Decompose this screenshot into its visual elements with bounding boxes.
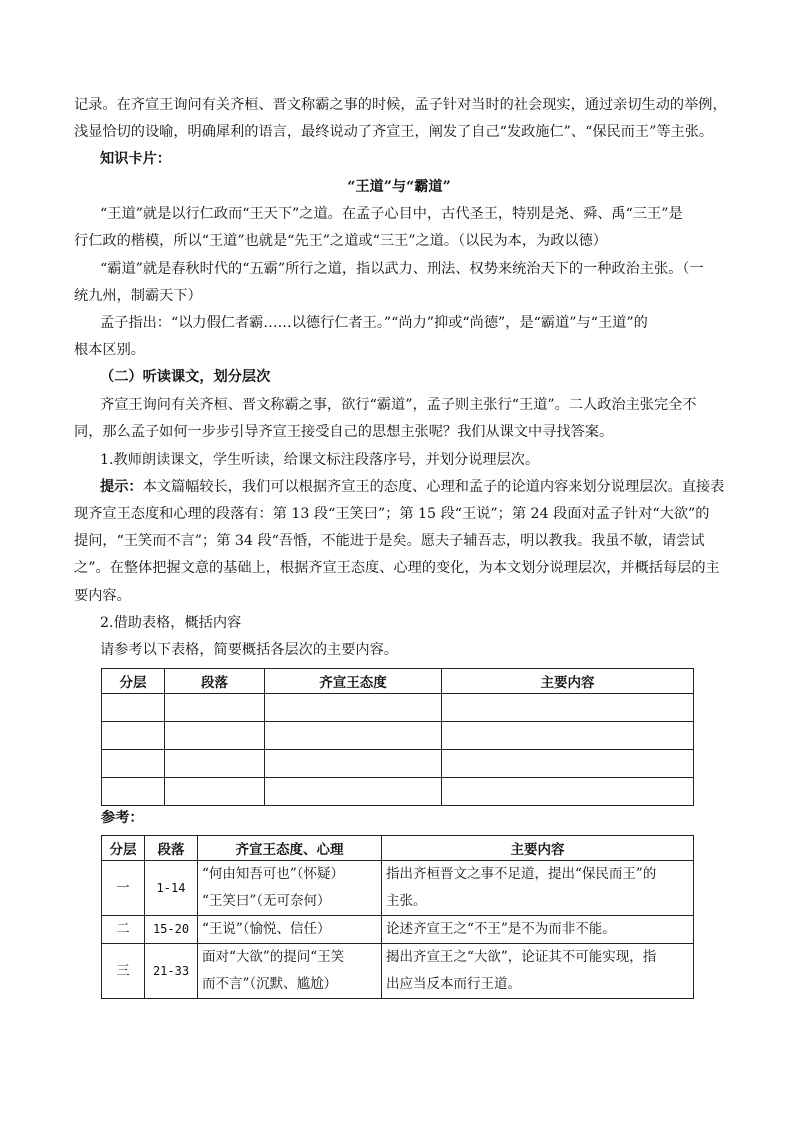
attitude-cell: [198, 916, 382, 944]
task-2-desc: 请参考以下表格，简要概括各层次的主要内容。: [100, 642, 398, 658]
header-attitude: 齐宣王态度: [265, 669, 442, 694]
hint-line-3: 提问，“王笑而不言”；第 34 段“吾惛，不能进于是矣。愿夫子辅吾志，明以教我。我虽不敏，请尝试: [74, 533, 705, 549]
table-header-row: [102, 836, 694, 861]
attitude-line: 面对“大欲”的提问“王笑: [202, 949, 345, 965]
header-content: 主要内容: [442, 669, 694, 694]
task-2: 2.借助表格，概括内容: [100, 615, 242, 631]
attitude-line: “王说”（愉悦、信任）: [202, 921, 331, 937]
paragraph-cell: 15-20: [145, 916, 198, 944]
reference-table: [101, 835, 694, 999]
content-line: 揭出齐宣王之“大欲”，论证其不可能实现，指: [386, 949, 657, 965]
section-heading: （二）听读课文，划分层次: [100, 369, 271, 385]
table-cell[interactable]: [442, 750, 694, 778]
hint-line-2: 现齐宣王态度和心理的段落有：第 13 段“王笑曰”；第 15 段“王说”；第 24 段面对孟子针对“大欲”的: [74, 506, 710, 522]
table-row: [102, 722, 694, 750]
attitude-cell: [198, 944, 382, 999]
table-cell[interactable]: [102, 750, 165, 778]
table-cell[interactable]: [442, 778, 694, 806]
hint-line-5: 要内容。: [74, 588, 131, 604]
wangdao-line-2: 行仁政的楷模，所以“王道”也就是“先王”之道或“三王”之道。（以民为本，为政以德）: [74, 233, 607, 249]
table-row: [102, 861, 694, 916]
content-cell: [382, 944, 694, 999]
hint-line-4: 之”。在整体把握文意的基础上，根据齐宣王态度、心理的变化，为本文划分说理层次，并概括每层的主: [74, 560, 720, 576]
header-layer: 分层: [102, 836, 145, 861]
header-layer: 分层: [102, 669, 165, 694]
attitude-line: “王笑曰”（无可奈何）: [202, 893, 331, 909]
table-row: [102, 694, 694, 722]
knowledge-card-label: 知识卡片：: [100, 151, 171, 167]
knowledge-card-title: “王道”与“霸道”: [347, 179, 451, 195]
content-cell: [382, 861, 694, 916]
table-row: [102, 916, 694, 944]
table-cell[interactable]: [102, 778, 165, 806]
content-line: 主张。: [386, 893, 427, 909]
table-cell[interactable]: [265, 722, 442, 750]
mencius-line-1: 孟子指出：“以力假仁者霸……以德行仁者王。”“尚力”抑或“尚德”，是“霸道”与“王道”的: [100, 315, 648, 331]
attitude-line: 而不言”（沉默、尴尬）: [202, 976, 338, 992]
table-cell[interactable]: [265, 694, 442, 722]
hint-label: 提示：: [100, 479, 143, 495]
table-cell[interactable]: [165, 694, 265, 722]
header-content: 主要内容: [382, 836, 694, 861]
header-attitude: 齐宣王态度、心理: [198, 836, 382, 861]
intro-line-2: 浅显恰切的设喻，明确犀利的语言，最终说动了齐宣王，阐发了自己“发政施仁”、“保民而王”等主张。: [74, 124, 714, 140]
content-line: 论述齐宣王之“不王”是不为而非不能。: [386, 921, 616, 937]
mencius-line-2: 根本区别。: [74, 342, 145, 358]
hint-text-1: 本文篇幅较长，我们可以根据齐宣王的态度、心理和孟子的论道内容来划分说理层次。直接表: [142, 479, 725, 495]
paragraph-cell: 21-33: [145, 944, 198, 999]
header-paragraph: 段落: [165, 669, 265, 694]
paragraph-cell: 1-14: [145, 861, 198, 916]
question-line-2: 同，那么孟子如何一步步引导齐宣王接受自己的思想主张呢？我们从课文中寻找答案。: [74, 424, 614, 440]
reference-label: 参考：: [101, 810, 144, 826]
layer-cell: 三: [102, 944, 145, 999]
wangdao-line-1: “王道”就是以行仁政而“王天下”之道。在孟子心目中，古代圣王，特别是尧、舜、禹“三王”是: [100, 206, 683, 222]
table-cell[interactable]: [165, 722, 265, 750]
content-cell: [382, 916, 694, 944]
table-cell[interactable]: [102, 722, 165, 750]
table-row: [102, 750, 694, 778]
table-row: [102, 944, 694, 999]
badao-line-2: 统九州，制霸天下）: [74, 288, 202, 304]
blank-summary-table: [101, 668, 694, 806]
question-line-1: 齐宣王询问有关齐桓、晋文称霸之事，欲行“霸道”，孟子则主张行“王道”。二人政治主张完全不: [100, 397, 697, 413]
table-cell[interactable]: [102, 694, 165, 722]
hint-line-1: [100, 476, 724, 498]
content-line: 出应当反本而行王道。: [386, 976, 521, 992]
table-row: [102, 778, 694, 806]
badao-line-1: “霸道”就是春秋时代的“五霸”所行之道，指以武力、刑法、权势来统治天下的一种政治主张。（一: [100, 261, 704, 277]
attitude-line: “何由知吾可也”（怀疑）: [202, 866, 345, 882]
table-cell[interactable]: [165, 750, 265, 778]
table-cell[interactable]: [442, 722, 694, 750]
content-line: 指出齐桓晋文之事不足道，提出“保民而王”的: [386, 866, 657, 882]
intro-line-1: 记录。在齐宣王询问有关齐桓、晋文称霸之事的时候，孟子针对当时的社会现实，通过亲切生动的举例，: [74, 97, 727, 113]
layer-cell: 一: [102, 861, 145, 916]
header-paragraph: 段落: [145, 836, 198, 861]
attitude-cell: [198, 861, 382, 916]
table-header-row: [102, 669, 694, 694]
table-cell[interactable]: [265, 750, 442, 778]
table-cell[interactable]: [442, 694, 694, 722]
table-cell[interactable]: [165, 778, 265, 806]
layer-cell: 二: [102, 916, 145, 944]
table-cell[interactable]: [265, 778, 442, 806]
task-1: 1.教师朗读课文，学生听读，给课文标注段落序号，并划分说理层次。: [100, 452, 540, 468]
